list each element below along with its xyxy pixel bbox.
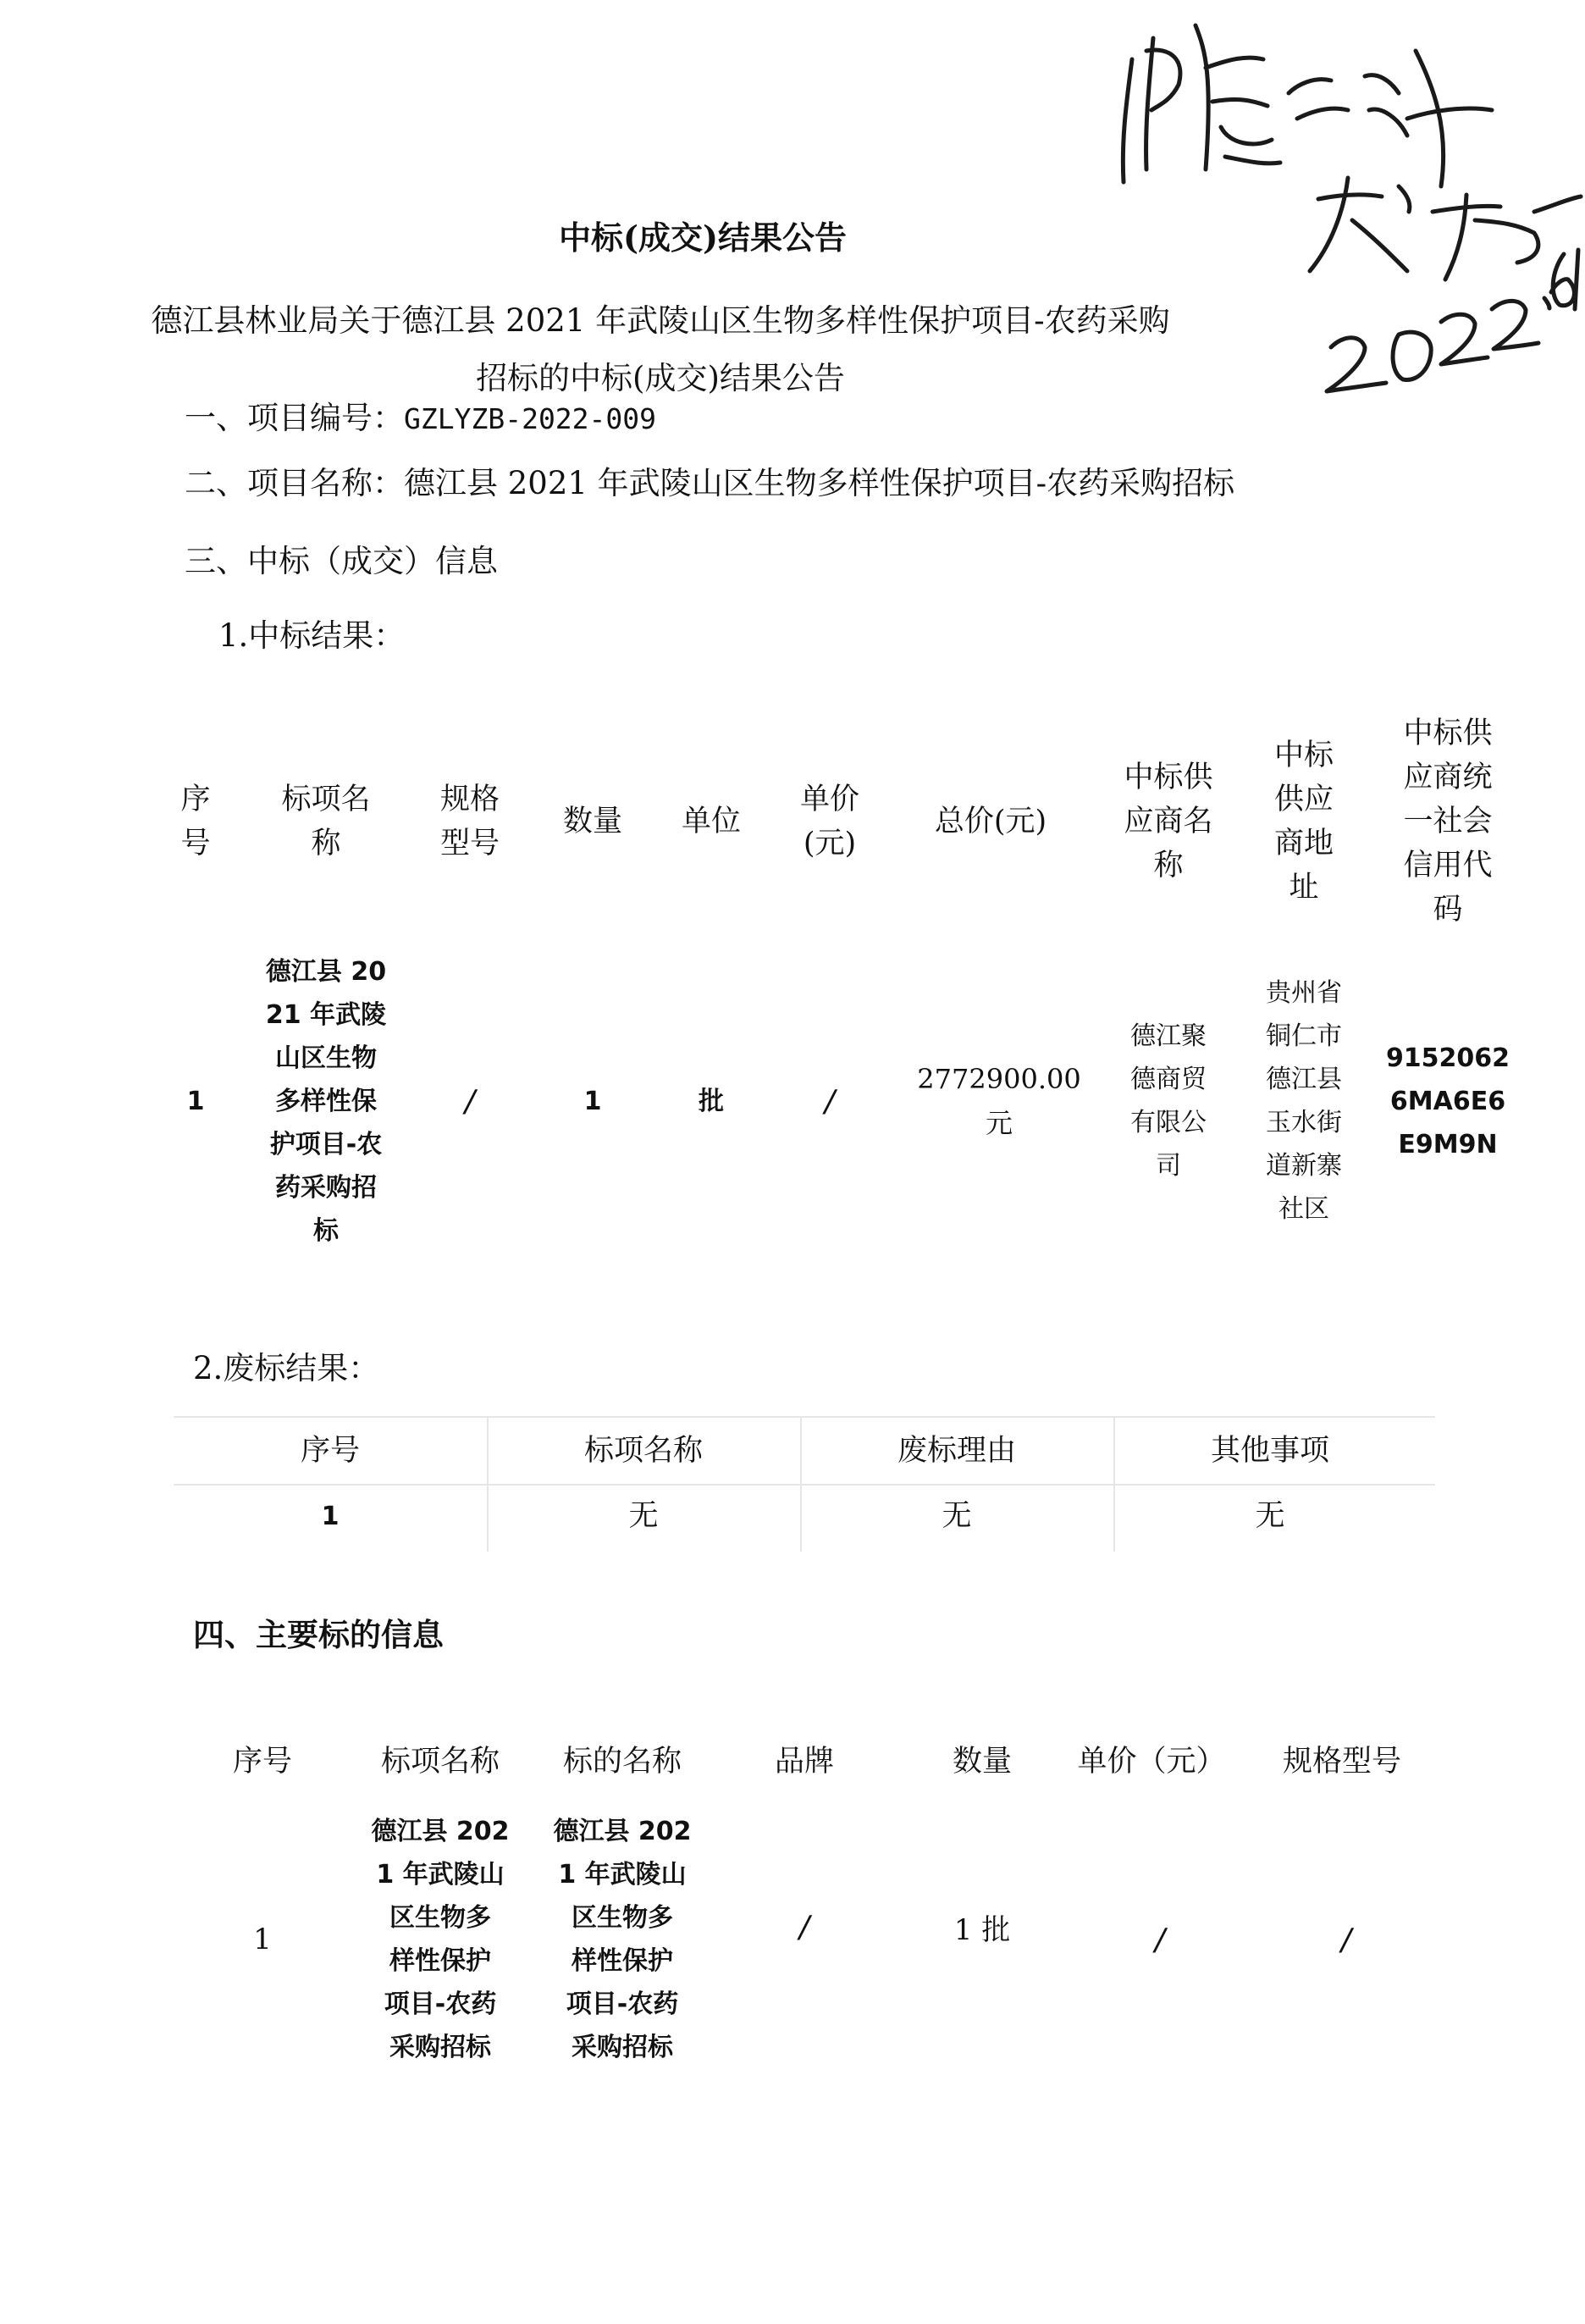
section-1-label: 一、项目编号： [185,400,404,436]
void-header-index: 序号 [300,1433,360,1468]
section-3-heading: 三、中标（成交）信息 [185,543,498,579]
win-cell-item-name: 德江县 20 21 年武陵 山区生物 多样性保 护项目-农 药采购招 标 [265,956,387,1246]
win-header-credit-code: 中标供 应商统 一社会 信用代 码 [1403,717,1493,927]
subtitle-line-2: 招标的中标(成交)结果公告 [476,360,845,396]
void-header-reason: 废标理由 [897,1433,1016,1468]
subtitle-line-1: 德江县林业局关于德江县 2021 年武陵山区生物多样性保护项目-农药采购 [151,302,1170,339]
void-cell-other: 无 [1255,1499,1285,1533]
void-table-header-rule [174,1484,1435,1486]
main-header-unit-price: 单价（元） [1077,1745,1226,1779]
section-2-project-name: 二、项目名称：德江县 2021 年武陵山区生物多样性保护项目-农药采购招标 [185,465,1235,501]
main-header-item-name: 标项名称 [380,1745,500,1779]
win-header-unit: 单位 [681,805,741,838]
win-header-total-price: 总价(元) [934,805,1047,838]
win-header-supplier-address: 中标 供应 商地 址 [1273,739,1334,905]
section-3-1-heading: 1.中标结果： [218,617,406,654]
main-cell-item-name: 德江县 202 1 年武陵山 区生物多 样性保护 项目-农药 采购招标 [371,1817,510,2062]
win-header-supplier-name: 中标供 应商名 称 [1124,761,1213,883]
void-cell-item-name: 无 [628,1499,659,1533]
win-cell-supplier-address: 贵州省 铜仁市 德江县 玉水街 道新寨 社区 [1266,978,1342,1224]
project-number-value: GZLYZB-2022-009 [404,402,657,435]
main-cell-quantity: 1 批 [953,1912,1011,1947]
main-cell-index: 1 [253,1923,272,1956]
void-table-top-rule [174,1416,1435,1418]
win-header-index: 序 号 [180,783,211,860]
win-header-unit-price: 单价 (元) [799,783,859,860]
win-cell-total-price: 2772900.00 元 [917,1063,1081,1139]
win-cell-spec: / [464,1083,476,1119]
section-4-heading: 四、主要标的信息 [193,1616,444,1653]
main-header-index: 序号 [232,1745,292,1779]
main-header-spec: 规格型号 [1282,1745,1401,1779]
main-header-subject-name: 标的名称 [562,1745,682,1779]
win-cell-unit-price: / [824,1083,836,1119]
section-3-2-heading: 2.废标结果： [193,1350,380,1386]
main-cell-spec: / [1340,1922,1352,1957]
win-header-spec: 规格 型号 [439,783,500,860]
document-title: 中标(成交)结果公告 [559,219,847,257]
win-cell-index: 1 [186,1086,205,1116]
main-cell-unit-price: / [1154,1922,1166,1957]
win-cell-quantity: 1 [583,1086,602,1116]
win-header-item-name: 标项名 称 [281,783,371,860]
main-header-quantity: 数量 [952,1745,1012,1779]
section-1-project-number [185,392,656,438]
void-header-item-name: 标项名称 [583,1433,703,1468]
main-header-brand: 品牌 [774,1745,834,1779]
void-cell-reason: 无 [942,1499,972,1533]
void-cell-index: 1 [321,1501,340,1531]
main-cell-brand: / [798,1909,810,1945]
void-header-other: 其他事项 [1210,1433,1329,1468]
win-cell-credit-code: 9152062 6MA6E6 E9M9N [1385,1043,1510,1159]
win-cell-unit: 批 [699,1086,724,1116]
win-cell-supplier-name: 德江聚 德商贸 有限公 司 [1130,1021,1207,1181]
handwritten-signature [891,0,1585,440]
main-cell-subject-name: 德江县 202 1 年武陵山 区生物多 样性保护 项目-农药 采购招标 [553,1817,692,2062]
win-header-quantity: 数量 [562,805,622,838]
